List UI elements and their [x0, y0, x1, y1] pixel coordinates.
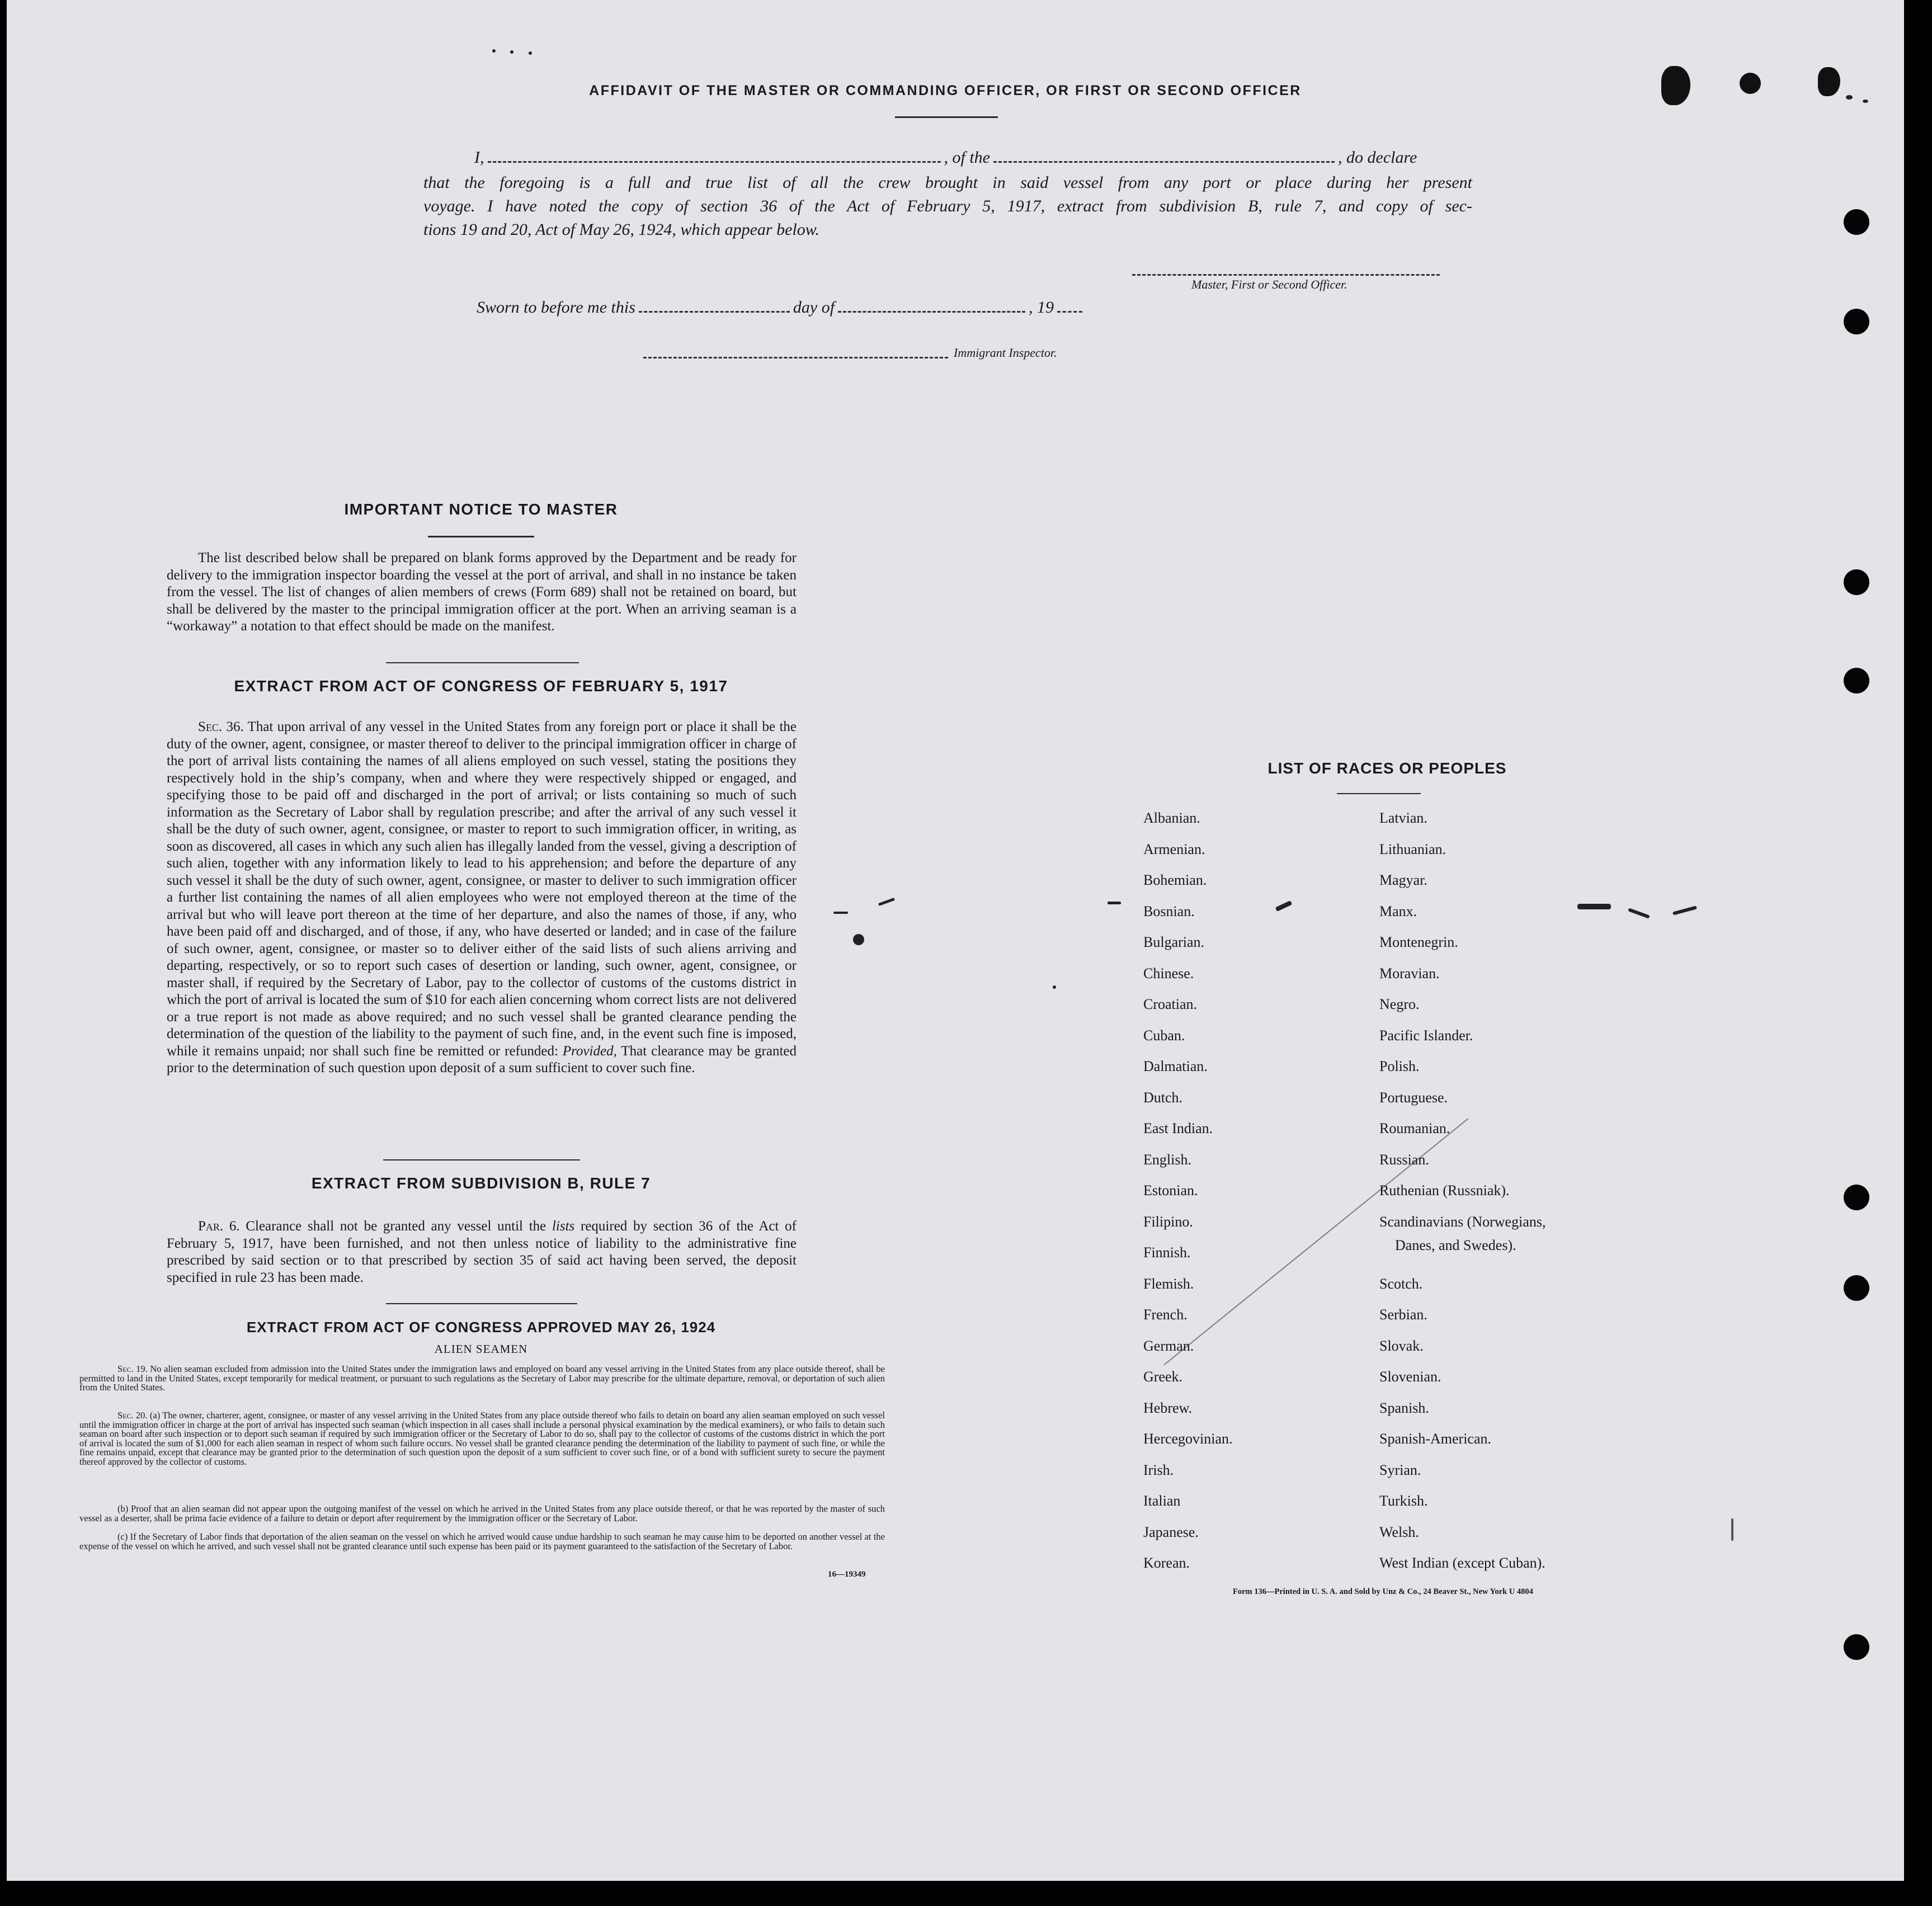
notice-underline: [428, 536, 534, 537]
do-declare-label: , do declare: [1338, 148, 1417, 167]
extract-rule7-title: EXTRACT FROM SUBDIVISION B, RULE 7: [311, 1174, 651, 1192]
punch-hole: [1844, 309, 1869, 334]
race-item-left: Korean.: [1143, 1555, 1190, 1571]
race-item-left: Irish.: [1143, 1461, 1174, 1478]
sec-20a-text: (a) The owner, charterer, agent, consignee, or master of any vessel arriving in the United States from any place outside thereof who fails to detain on board any alien seaman employed on such vessel until the immigration officer in charge at the port of arrival has inspected such seaman (which inspection in all cases shall include a personal physical examination by the medical examiners), or who fails to detain such seaman on board after such inspection or to deport such seaman if required by such immigration officer or the Secretary of Labor to do so, shall pay to the collector of customs of the customs district in which the port of arrival is located the sum of $1,000 for each alien seaman in respect of whom such failure occurs. No vessel shall be granted clearance pending the determination of the liability to payment of such fine, or while the fine remains unpaid, except that clearance may be granted prior to the determination of such question upon the deposit of a sum sufficient to cover such fine, or of a bond with sufficient surety to secure the payment thereof approved by the collector of customs.: [79, 1410, 885, 1467]
divider: [386, 1303, 577, 1304]
extract-1917-title: EXTRACT FROM ACT OF CONGRESS OF FEBRUARY 5, 1917: [234, 677, 728, 695]
sec-19-text: No alien seaman excluded from admission into the United States under the immigration laws and employed on board any vessel arriving in the United States from any place outside thereof, shall be permitted to land in the United States, except temporarily for medical treatment, or pursuant to such regulations as the Secretary of Labor may prescribe for the ultimate departure, removal, or deportation of such alien from the United States.: [79, 1364, 885, 1393]
race-item-right: Slovenian.: [1379, 1369, 1441, 1385]
race-item-left: English.: [1143, 1151, 1191, 1168]
master-signature-label: Master, First or Second Officer.: [1191, 277, 1347, 291]
ink-speck: [1672, 905, 1697, 915]
i-label: I,: [474, 148, 484, 167]
sec-20b-body: (b) Proof that an alien seaman did not appear upon the outgoing manifest of the vessel on which he arrived in the United States from any place outside thereof, or that he was reported by the master of such vessel as a deserter, shall be prima facie evidence of a failure to detain or deport after requirement by the immigration officer or the Secretary of Labor.: [79, 1503, 885, 1523]
sec-36-text-end: That clearance may be granted prior to the determination of such question upon deposit of a sum sufficient to cover such fine.: [167, 1043, 797, 1075]
race-item-left: Armenian.: [1143, 841, 1205, 857]
race-item-left: Filipino.: [1143, 1213, 1193, 1230]
ink-speck: [492, 49, 496, 53]
sworn-line: [477, 298, 1086, 317]
scandinavians-line-2: Danes, and Swedes).: [1395, 1237, 1516, 1253]
race-item-right: Latvian.: [1379, 810, 1427, 826]
ink-speck: [510, 50, 513, 54]
alien-seamen-subtitle: ALIEN SEAMEN: [434, 1342, 528, 1356]
extract-rule7-body: [167, 1218, 797, 1286]
par-6-text-b: required by section 36 of the Act of February 5, 1917, have been furnished, and not then unless notice of liability to the administrative fine prescribed by said section or to that prescribed by section 35 of said act having been served, the deposit specified in rule 23 has been made.: [167, 1219, 797, 1285]
notice-title: IMPORTANT NOTICE TO MASTER: [344, 501, 618, 518]
sec-19-body: [79, 1365, 885, 1393]
race-item-right: Spanish-American.: [1379, 1431, 1492, 1447]
sec-19-label: Sec. 19.: [117, 1364, 148, 1374]
race-item-right: Spanish.: [1379, 1399, 1429, 1416]
race-item-right: Roumanian.: [1379, 1120, 1450, 1136]
races-title: LIST OF RACES OR PEOPLES: [1267, 759, 1507, 777]
race-item-left: French.: [1143, 1306, 1188, 1323]
vessel-field[interactable]: [993, 161, 1335, 163]
race-item-right: Magyar.: [1379, 872, 1427, 888]
race-item-right: Slovak.: [1379, 1337, 1424, 1354]
race-item-right: Negro.: [1379, 996, 1420, 1012]
extract-1917-body: [167, 719, 797, 1077]
master-signature-line[interactable]: [1132, 274, 1440, 276]
sworn-year-field[interactable]: [1057, 311, 1082, 313]
race-item-right: Turkish.: [1379, 1493, 1428, 1509]
scan-border-left: [0, 0, 7, 1906]
races-underline: [1337, 793, 1421, 794]
ink-speck: [1628, 908, 1650, 918]
par-6-label: Par. 6.: [198, 1219, 240, 1234]
race-item-left: Hebrew.: [1143, 1399, 1193, 1416]
race-item-right: Russian.: [1379, 1151, 1429, 1168]
race-item-right: Manx.: [1379, 903, 1417, 919]
name-field[interactable]: [488, 161, 941, 163]
affidavit-line-4: tions 19 and 20, Act of May 26, 1924, which appear below.: [423, 220, 820, 239]
title-underline: [895, 116, 998, 118]
affidavit-line-3: voyage. I have noted the copy of section 36 of the Act of February 5, 1917, extract from subdivision B, rule 7, and copy of sec-: [423, 197, 1472, 215]
race-item-right: Pacific Islander.: [1379, 1027, 1473, 1044]
ink-speck: [1108, 902, 1121, 904]
race-item-left: German.: [1143, 1337, 1194, 1354]
sec-20a-body: [79, 1411, 885, 1467]
punch-hole: [1844, 1185, 1869, 1210]
sworn-month-field[interactable]: [838, 311, 1025, 313]
punch-hole: [1844, 668, 1869, 693]
ink-speck: [833, 912, 848, 914]
race-item-right: Syrian.: [1379, 1461, 1421, 1478]
ink-speck: [1053, 985, 1056, 989]
race-item-left: Dutch.: [1143, 1089, 1183, 1106]
ink-speck: [1275, 900, 1293, 912]
divider: [383, 1159, 580, 1160]
race-item-right: Polish.: [1379, 1058, 1420, 1074]
affidavit-line-2: that the foregoing is a full and true list of all the crew brought in said vessel from any port or place during her present: [423, 173, 1472, 192]
race-item-right: Ruthenian (Russniak).: [1379, 1182, 1510, 1199]
inspector-signature-line[interactable]: [643, 357, 948, 358]
affidavit-line-1: [474, 148, 1470, 167]
sworn-day-field[interactable]: [639, 311, 790, 313]
race-item-right: Serbian.: [1379, 1306, 1427, 1323]
race-item-left: Croatian.: [1143, 996, 1198, 1012]
race-item-left: East Indian.: [1143, 1120, 1213, 1136]
ink-speck: [853, 934, 864, 945]
ink-speck: [1731, 1518, 1733, 1541]
punch-hole: [1844, 569, 1869, 595]
divider: [386, 662, 579, 663]
affidavit-title: AFFIDAVIT OF THE MASTER OR COMMANDING OFFICER, OR FIRST OR SECOND OFFICER: [589, 83, 1302, 98]
of-the-label: , of the: [944, 148, 990, 167]
ink-speck: [1846, 95, 1853, 100]
race-item-left: Bosnian.: [1143, 903, 1195, 919]
race-item-right: West Indian (except Cuban).: [1379, 1555, 1545, 1571]
ink-blot: [1818, 67, 1840, 96]
race-item-left: Japanese.: [1143, 1523, 1199, 1540]
provided-label: Provided,: [562, 1043, 617, 1059]
form-number: 16—19349: [828, 1570, 866, 1579]
punch-hole: [1844, 1634, 1869, 1660]
ink-blot: [1740, 73, 1761, 94]
ink-blot: [1661, 66, 1690, 105]
ink-speck: [1577, 904, 1611, 909]
race-item-right: Scotch.: [1379, 1275, 1423, 1292]
extract-1924-title: EXTRACT FROM ACT OF CONGRESS APPROVED MAY 26, 1924: [246, 1319, 716, 1336]
race-item-left: Cuban.: [1143, 1027, 1185, 1044]
printer-note: Form 136—Printed in U. S. A. and Sold by Unz & Co., 24 Beaver St., New York U 4804: [1233, 1587, 1533, 1596]
punch-hole: [1844, 209, 1869, 235]
race-item-left: Flemish.: [1143, 1275, 1194, 1292]
race-item-right: Lithuanian.: [1379, 841, 1446, 857]
race-item-left: Bohemian.: [1143, 872, 1207, 888]
sec-20c-body: (c) If the Secretary of Labor finds that deportation of the alien seaman on the vessel on which he arrived would cause undue hardship to such seaman he may cause him to be deported on another vessel at the expense of the vessel on which he arrived, and such vessel shall not be granted clearance until such expense has been paid or its payment guaranteed to the satisfaction of the Secretary of Labor.: [79, 1531, 885, 1551]
race-item-left: Italian: [1143, 1493, 1181, 1509]
scan-border-bottom: [0, 1881, 1932, 1906]
race-item-right: Scandinavians (Norwegians,: [1379, 1213, 1546, 1230]
notice-body: The list described below shall be prepared on blank forms approved by the Department and be ready for delivery to the immigration inspector boarding the vessel at the port of arrival, and shall in no instance be taken from the vessel. The list of changes of alien members of crews (Form 689) shall not be retained on board, but shall be delivered by the master to the principal immigration officer at the port. When an arriving seaman is a “workaway” a notation to that effect should be made on the manifest.: [167, 550, 797, 634]
sec-20-label: Sec. 20.: [117, 1410, 148, 1421]
race-item-right: Portuguese.: [1379, 1089, 1448, 1106]
punch-hole: [1844, 1275, 1869, 1301]
race-item-left: Albanian.: [1143, 810, 1200, 826]
scan-border-right: [1904, 0, 1932, 1906]
par-6-text-a: Clearance shall not be granted any vessel until the: [246, 1219, 546, 1234]
race-item-left: Hercegovinian.: [1143, 1431, 1233, 1447]
sec-36-label: Sec. 36.: [198, 719, 244, 734]
race-item-right: Moravian.: [1379, 965, 1440, 982]
race-item-left: Greek.: [1143, 1369, 1183, 1385]
race-item-right: Welsh.: [1379, 1523, 1419, 1540]
lists-word: lists: [552, 1219, 575, 1234]
ink-speck: [529, 51, 532, 55]
year-label: , 19: [1029, 298, 1054, 317]
race-item-left: Chinese.: [1143, 965, 1194, 982]
day-of-label: day of: [793, 298, 835, 317]
race-item-left: Dalmatian.: [1143, 1058, 1208, 1074]
ink-speck: [1863, 100, 1868, 103]
race-item-right: Montenegrin.: [1379, 934, 1458, 950]
ink-speck: [878, 898, 895, 906]
race-item-left: Estonian.: [1143, 1182, 1198, 1199]
inspector-label: Immigrant Inspector.: [954, 346, 1057, 360]
sec-36-text: That upon arrival of any vessel in the United States from any foreign port or place it shall be the duty of the owner, agent, consignee, or master thereof to deliver to the principal immigration officer in charge of the port of arrival lists containing the names of all aliens employed on such vessel, stating the positions they respectively hold in the ship’s company, when and where they were respectively shipped or engaged, and specifying those to be paid off and discharged in the port of arrival; or lists containing so much of such information as the Secretary of Labor shall by regulation prescribe; and after the arrival of any such vessel it shall be the duty of such owner, agent, consignee, or master to report to such immigration officer, in writing, as soon as discovered, all cases in which any such alien has illegally landed from the vessel, giving a description of such alien, together with any information likely to lead to his apprehension; and before the departure of any such vessel it shall be the duty of such owner, agent, consignee, or master to deliver to such immigration officer a further list containing the names of all alien employees who were not employed thereon at the time of the arrival but who will leave port thereon at the time of her departure, and also the names of those, if any, who have been paid off and discharged, and of those, if any, who have deserted or landed; and in case of the failure of such owner, agent, consignee, or master so to deliver either of the said lists of such aliens arriving and departing, respectively, or so to report such cases of desertion or landing, such owner, agent, consignee, or master shall, if required by the Secretary of Labor, pay to the collector of customs of the customs district in which the port of arrival is located the sum of $10 for each alien concerning whom correct lists are not delivered or a true report is not made as above required; and no such vessel shall be granted clearance pending the determination of the question of the liability to the payment of such fine, and, in the event such fine is imposed, while it remains unpaid; nor shall such fine be remitted or refunded:: [167, 719, 797, 1059]
race-item-left: Bulgarian.: [1143, 934, 1205, 950]
race-item-left: Finnish.: [1143, 1244, 1191, 1261]
sworn-label: Sworn to before me this: [477, 298, 635, 317]
